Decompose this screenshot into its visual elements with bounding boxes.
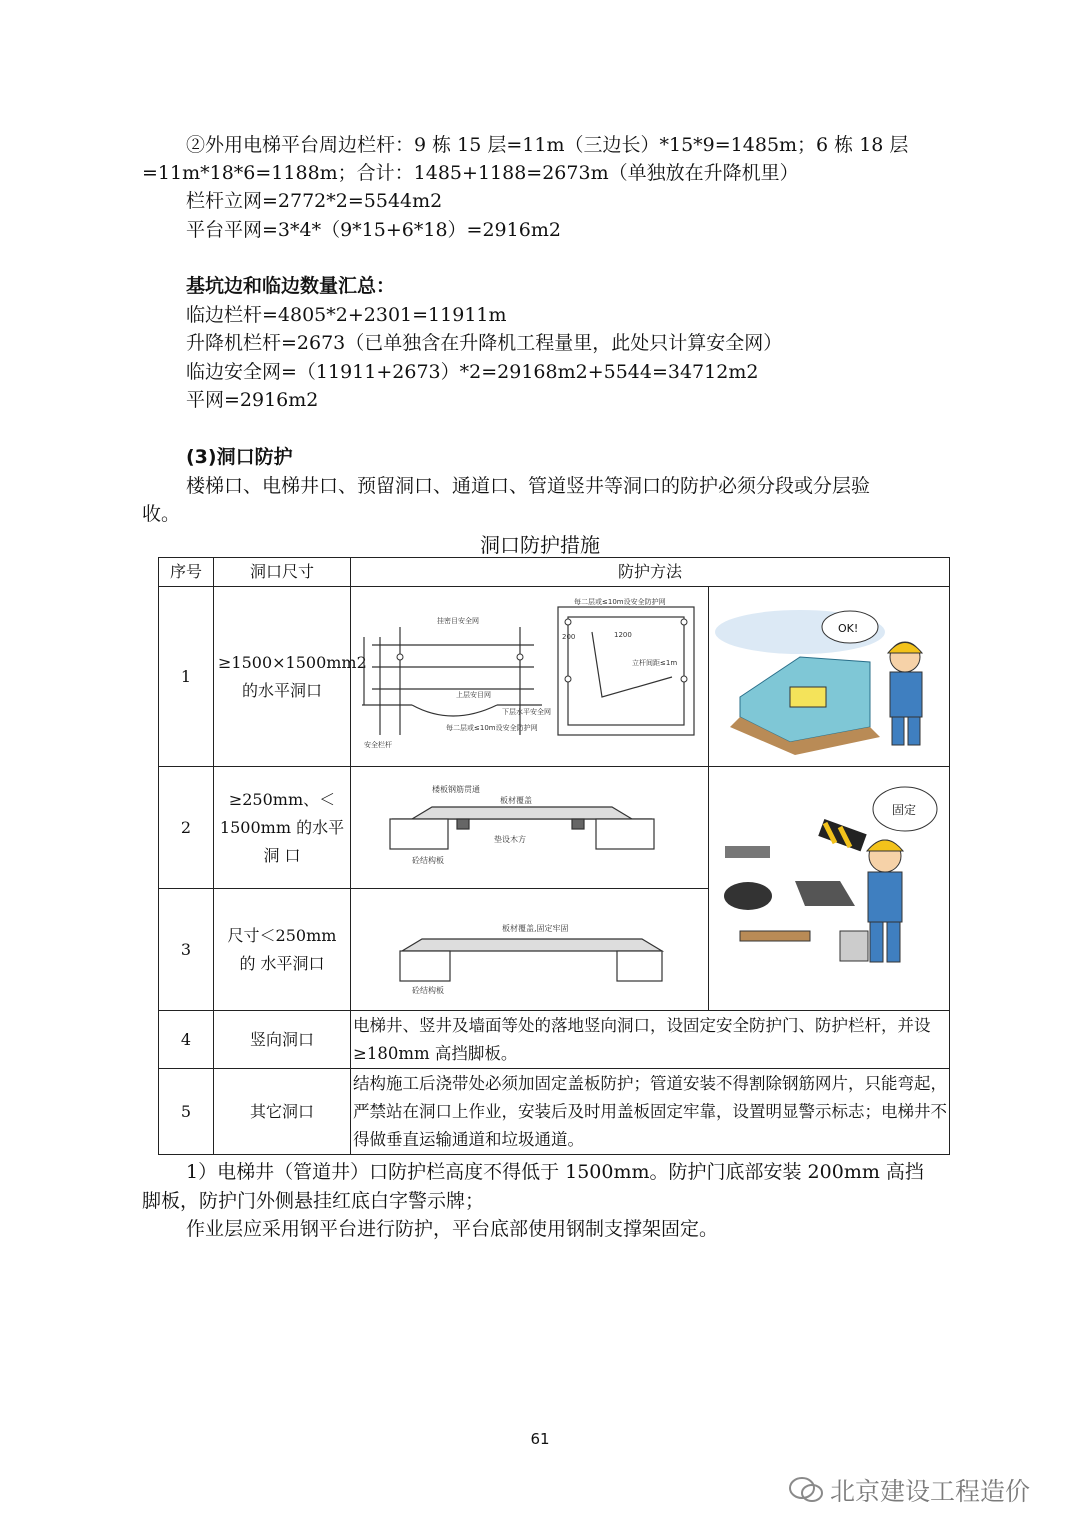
table-row	[159, 1069, 950, 1155]
row-size: 其它洞口	[214, 1069, 351, 1155]
row-number: 4	[159, 1011, 214, 1069]
table-header-row	[159, 558, 950, 587]
guardrail-diagram	[352, 587, 708, 757]
worker-cartoon-ok	[710, 587, 949, 757]
svg-text:砼结构板: 砼结构板	[411, 856, 444, 865]
svg-text:垫设木方: 垫设木方	[493, 835, 526, 844]
wechat-icon	[788, 1476, 824, 1504]
svg-text:楼板钢筋贯通: 楼板钢筋贯通	[431, 785, 480, 794]
svg-text:板材覆盖: 板材覆盖	[499, 796, 532, 805]
watermark	[788, 1472, 1030, 1508]
row-size: 竖向洞口	[214, 1011, 351, 1069]
paragraph-line: 楼梯口、电梯井口、预留洞口、通道口、管道竖井等洞口的防护必须分段或分层验	[186, 475, 871, 497]
row-method: 结构施工后浇带处必须加固定盖板防护；管道安装不得割除钢筋网片，只能弯起，严禁站在洞口上作业，安装后及时用盖板固定牢靠，设置明显警示标志；电梯井不得做垂直运输通道和垃圾通道。	[351, 1069, 950, 1155]
paragraph-line: ②外用电梯平台周边栏杆：9 栋 15 层=11m（三边长）*15*9=1485m；6 栋 18 层	[186, 134, 909, 156]
diagram-cell	[351, 587, 709, 767]
row-number: 5	[159, 1069, 214, 1155]
cartoon-cell	[709, 767, 950, 1011]
row-number: 2	[159, 767, 214, 889]
svg-text:每二层或≤10m设安全防护网: 每二层或≤10m设安全防护网	[573, 598, 666, 606]
paragraph-line: 临边栏杆=4805*2+2301=11911m	[186, 304, 507, 326]
summary-heading: 基坑边和临边数量汇总：	[186, 275, 396, 297]
svg-text:下层水平安全网: 下层水平安全网	[501, 708, 551, 716]
paragraph-line: 栏杆立网=2772*2=5544m2	[186, 190, 443, 212]
paragraph-line: 作业层应采用钢平台进行防护，平台底部使用钢制支撑架固定。	[186, 1218, 719, 1240]
svg-text:砼结构板: 砼结构板	[411, 986, 444, 995]
paragraph-line: =11m*18*6=1188m；合计：1485+1188=2673m（单独放在升降机里）	[142, 162, 799, 184]
svg-text:固定: 固定	[891, 803, 916, 817]
paragraph-line: 平网=2916m2	[186, 389, 319, 411]
row-size: 尺寸＜250mm 的 水平洞口	[214, 889, 351, 1011]
plate-cover-diagram	[352, 767, 708, 879]
table-caption: 洞口防护措施	[480, 533, 600, 557]
svg-text:1200: 1200	[613, 631, 632, 639]
paragraph-line: 收。	[142, 503, 181, 525]
paragraph-line: 脚板，防护门外侧悬挂红底白字警示牌；	[142, 1190, 485, 1212]
svg-text:挂密目安全网: 挂密目安全网	[436, 617, 479, 625]
table-row	[159, 767, 950, 889]
svg-text:板材覆盖,固定牢固: 板材覆盖,固定牢固	[501, 924, 569, 933]
header-cell: 序号	[159, 558, 214, 587]
paragraph-line: 临边安全网=（11911+2673）*2=29168m2+5544=34712m2	[186, 361, 759, 383]
svg-text:上层安目网: 上层安目网	[455, 691, 491, 699]
header-cell: 防护方法	[351, 558, 950, 587]
svg-text:安全栏杆: 安全栏杆	[363, 741, 392, 749]
table-row	[159, 1011, 950, 1069]
svg-text:200: 200	[561, 633, 575, 641]
diagram-cell	[351, 889, 709, 1011]
svg-text:OK!: OK!	[837, 622, 858, 635]
svg-text:立杆间距≤1m: 立杆间距≤1m	[631, 659, 677, 667]
small-cover-diagram	[352, 889, 708, 1001]
cartoon-cell	[709, 587, 950, 767]
worker-cartoon-fixed	[710, 771, 949, 997]
watermark-text: 北京建设工程造价	[830, 1477, 1031, 1506]
row-size: ≥1500×1500mm2 的水平洞口	[214, 587, 351, 767]
row-number: 1	[159, 587, 214, 767]
row-number: 3	[159, 889, 214, 1011]
table-row	[159, 587, 950, 767]
paragraph-line: 升降机栏杆=2673（已单独含在升降机工程量里，此处只计算安全网）	[186, 332, 783, 354]
page-number: 61	[530, 1430, 550, 1448]
header-cell: 洞口尺寸	[214, 558, 351, 587]
paragraph-line: 1）电梯井（管道井）口防护栏高度不得低于 1500mm。防护门底部安装 200mm 高挡	[186, 1161, 924, 1183]
paragraph-line: 平台平网=3*4*（9*15+6*18）=2916m2	[186, 219, 561, 241]
section-heading: (3)洞口防护	[186, 446, 293, 468]
row-size: ≥250mm、＜ 1500mm 的水平洞 口	[214, 767, 351, 889]
protection-table	[158, 557, 950, 1155]
row-method: 电梯井、竖井及墙面等处的落地竖向洞口，设固定安全防护门、防护栏杆，并设≥180mm 高挡脚板。	[351, 1011, 950, 1069]
svg-text:每二层或≤10m设安全防护网: 每二层或≤10m设安全防护网	[445, 724, 538, 732]
diagram-cell	[351, 767, 709, 889]
